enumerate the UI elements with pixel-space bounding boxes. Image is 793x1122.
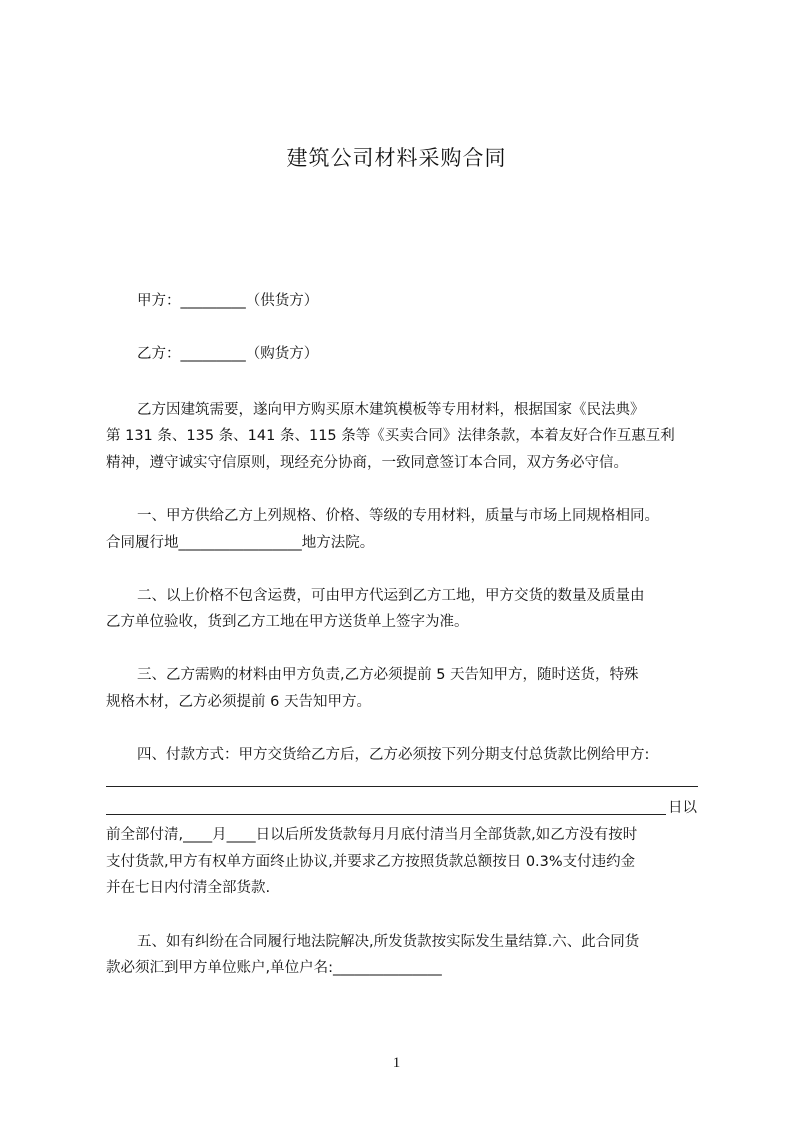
clause4-line-3: 前全部付清,____月____日以后所发货款每月月底付清当月全部货款,如乙方没有按时 (106, 827, 638, 843)
party-b-line: 乙方：_________（购货方） (137, 346, 319, 362)
clause4-line-5: 并在七日内付清全部货款. (106, 880, 271, 896)
clause4-line-1: 四、付款方式：甲方交货给乙方后，乙方必须按下列分期支付总货款比例给甲方: (137, 747, 650, 763)
blank-rule-1 (106, 786, 698, 787)
page-number: 1 (392, 1055, 401, 1071)
intro-line-3: 精神，遵守诚实守信原则，现经充分协商，一致同意签订本合同，双方务必守信。 (106, 455, 628, 471)
clause4-line-4: 支付货款,甲方有权单方面终止协议,并要求乙方按照货款总额按日 0.3%支付违约金 (106, 854, 636, 870)
clause1-line-1: 一、甲方供给乙方上列规格、价格、等级的专用材料，质量与市场上同规格相同。 (137, 508, 659, 524)
clause3-line-1: 三、乙方需购的材料由甲方负责,乙方必须提前 5 天告知甲方，随时送货，特殊 (137, 667, 639, 683)
clause1-line-2: 合同履行地_________________地方法院。 (106, 535, 375, 551)
document-title: 建筑公司材料采购合同 (286, 146, 507, 170)
party-a-line: 甲方：_________（供货方） (137, 293, 319, 309)
clause5-line-1: 五、如有纠纷在合同履行地法院解决,所发货款按实际发生量结算.六、此合同货 (137, 934, 640, 950)
blank-rule-2 (106, 814, 666, 815)
clause2-line-2: 乙方单位验收，货到乙方工地在甲方送货单上签字为准。 (106, 614, 469, 630)
intro-line-2: 第 131 条、135 条、141 条、115 条等《买卖合同》法律条款，本着友好合作互惠互利 (106, 428, 675, 444)
clause3-line-2: 规格木材，乙方必须提前 6 天告知甲方。 (106, 694, 371, 710)
clause5-line-2: 款必须汇到甲方单位账户,单位户名:_______________ (106, 960, 442, 976)
intro-line-1: 乙方因建筑需要，遂向甲方购买原木建筑模板等专用材料，根据国家《民法典》 (137, 402, 645, 418)
clause2-line-1: 二、以上价格不包含运费，可由甲方代运到乙方工地，甲方交货的数量及质量由 (137, 588, 645, 604)
clause4-line-day: 日以 (668, 800, 697, 816)
